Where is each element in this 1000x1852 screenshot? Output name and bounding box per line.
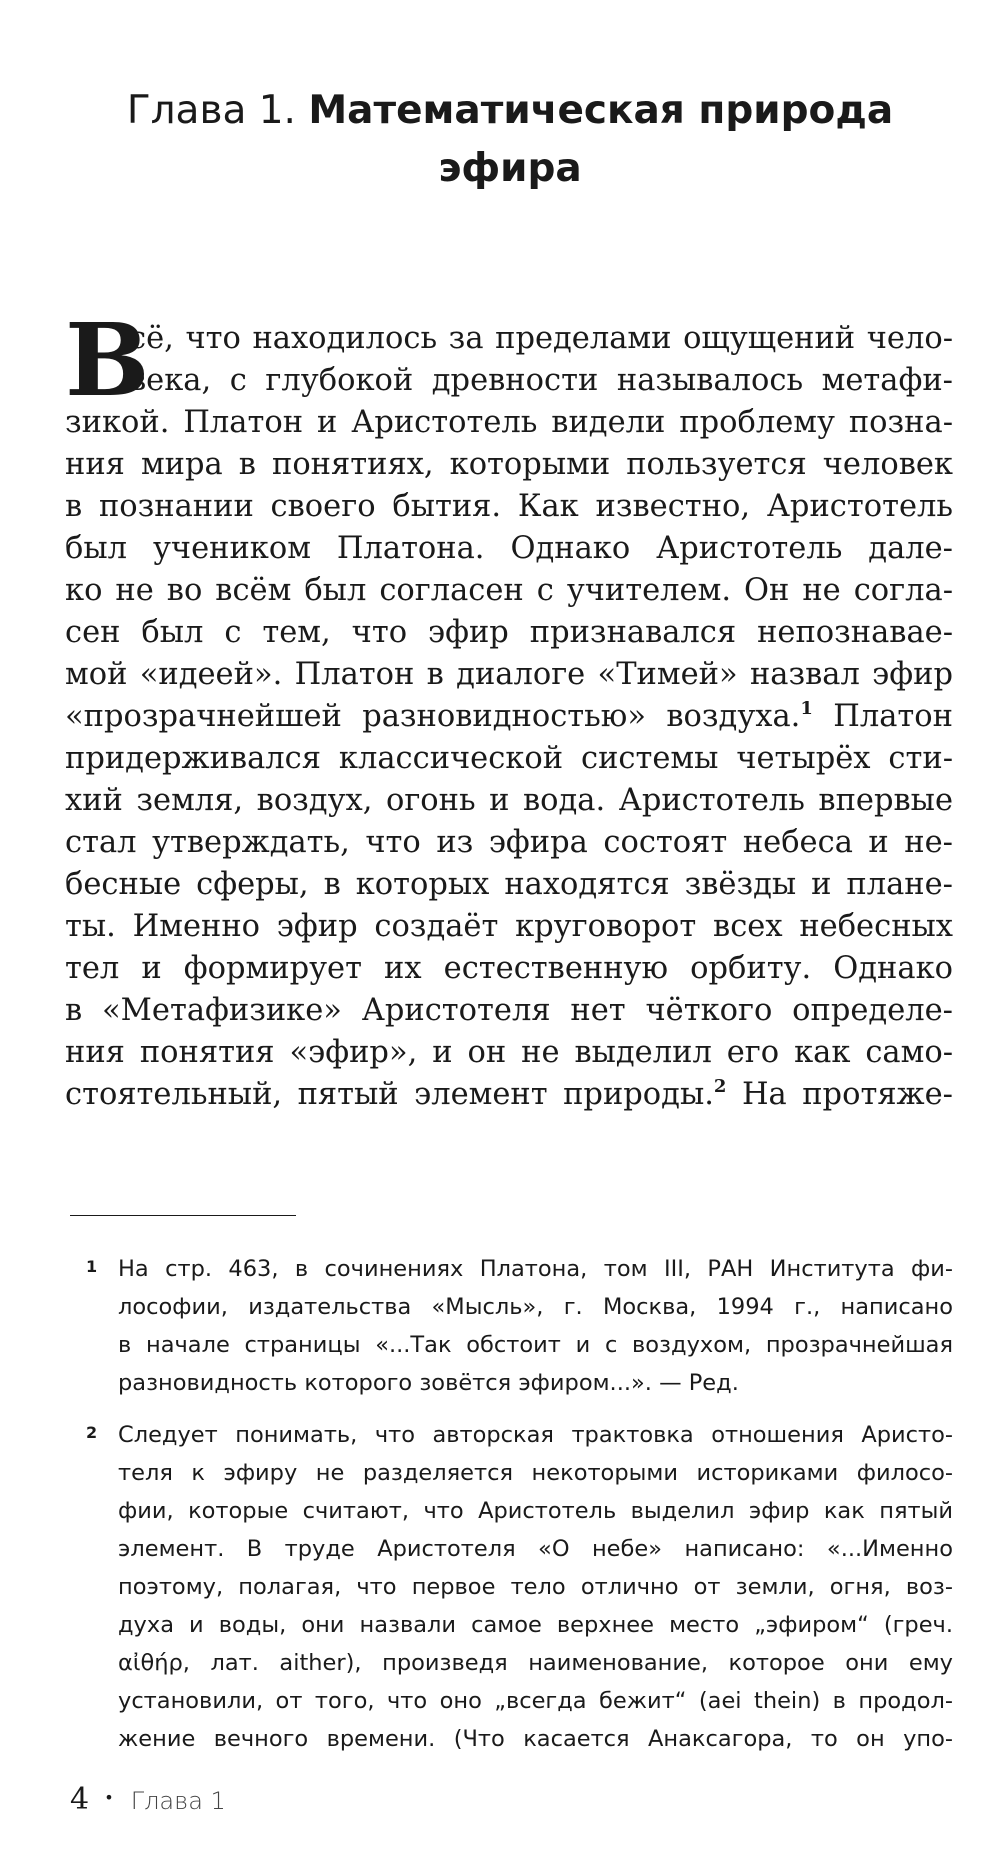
footnote-line: теля к эфиру не разделяется некоторыми историками филосо- [118,1460,953,1486]
chapter-title [90,82,930,198]
footnote-ref-2[interactable]: 2 [713,1076,727,1097]
footnote-number: 2 [86,1423,98,1442]
footnote-line: фии, которые считают, что Аристотель выделил эфир как пятый [118,1498,953,1524]
footnote-line: αἰθήρ, лат. aither), произведя наименование, которое они ему [118,1650,953,1676]
body-line: стал утверждать, что из эфира состоят небеса и не- [65,825,953,860]
body-line: придерживался классической системы четырёх сти- [65,741,953,776]
body-line: в познании своего бытия. Как известно, Аристотель [65,489,953,524]
running-head: Глава 1 [130,1787,226,1815]
chapter-title-line2: эфира [438,146,582,191]
body-line: зикой. Платон и Аристотель видели проблему позна- [65,405,953,440]
chapter-title-line1: Математическая природа [308,88,894,133]
footnote-line: элемент. В труде Аристотеля «О небе» написано: «...Именно [118,1536,953,1562]
body-line: века, с глубокой древности называлось метафи- [129,363,953,398]
footnote-2 [70,1416,953,1758]
footnote-line: разновидность которого зовётся эфиром...». — Ред. [118,1370,739,1396]
body-line: в «Метафизике» Аристотеля нет чёткого определе- [65,993,953,1028]
body-line: ты. Именно эфир создаёт круговорот всех небесных [65,909,953,944]
body-line: сен был с тем, что эфир признавался непознавае- [65,615,953,650]
body-line: сё, что находилось за пределами ощущений чело- [129,321,953,356]
page-footer [70,1782,226,1817]
footnotes [70,1250,953,1772]
footnote-1 [70,1250,953,1402]
body-line: мой «идеей». Платон в диалоге «Тимей» назвал эфир [65,657,953,692]
footnote-line: жение вечного времени. (Что касается Анаксагора, то он упо- [118,1726,953,1752]
body-line: ко не во всём был согласен с учителем. Он не согла- [65,573,953,608]
footnote-line: Следует понимать, что авторская трактовка отношения Аристо- [118,1422,953,1448]
footnote-line: в начале страницы «...Так обстоит и с воздухом, прозрачнейшая [118,1332,953,1358]
body-line-part: стоятельный, пятый элемент природы. [65,1077,714,1112]
body-line: бесные сферы, в которых находятся звёзды и плане- [65,867,953,902]
body-line: ния понятия «эфир», и он не выделил его как само- [65,1035,953,1070]
body-line: хий земля, воздух, огонь и вода. Аристотель впервые [65,783,953,818]
page-number: 4 [70,1782,90,1817]
body-line: ния мира в понятиях, которыми пользуется человек [65,447,953,482]
footnote-separator [70,1215,296,1216]
drop-cap: В [65,301,150,419]
body-paragraph [65,301,953,1116]
body-line: тел и формирует их естественную орбиту. Однако [65,951,953,986]
footnote-number: 1 [86,1257,98,1276]
body-line [65,696,953,738]
body-line-part: «прозрачнейшей разновидностью» воздуха. [65,699,801,734]
footnote-ref-1[interactable]: 1 [800,698,813,719]
footnote-line: лософии, издательства «Мысль», г. Москва, 1994 г., написано [118,1294,953,1320]
bullet-icon: • [104,1788,114,1807]
body-line: был учеником Платона. Однако Аристотель дале- [65,531,953,566]
chapter-prefix: Глава 1. [126,88,296,133]
body-line-part: Платон [833,699,953,734]
footnote-line: духа и воды, они назвали самое верхнее место „эфиром“ (греч. [118,1612,953,1638]
footnote-line: поэтому, полагая, что первое тело отлично от земли, огня, воз- [118,1574,953,1600]
body-line-part: На протяже- [741,1077,953,1112]
body-line [65,1074,953,1116]
footnote-line: установили, от того, что оно „всегда бежит“ (aei thein) в продол- [118,1688,953,1714]
footnote-line: На стр. 463, в сочинениях Платона, том III, РАН Института фи- [118,1256,953,1282]
